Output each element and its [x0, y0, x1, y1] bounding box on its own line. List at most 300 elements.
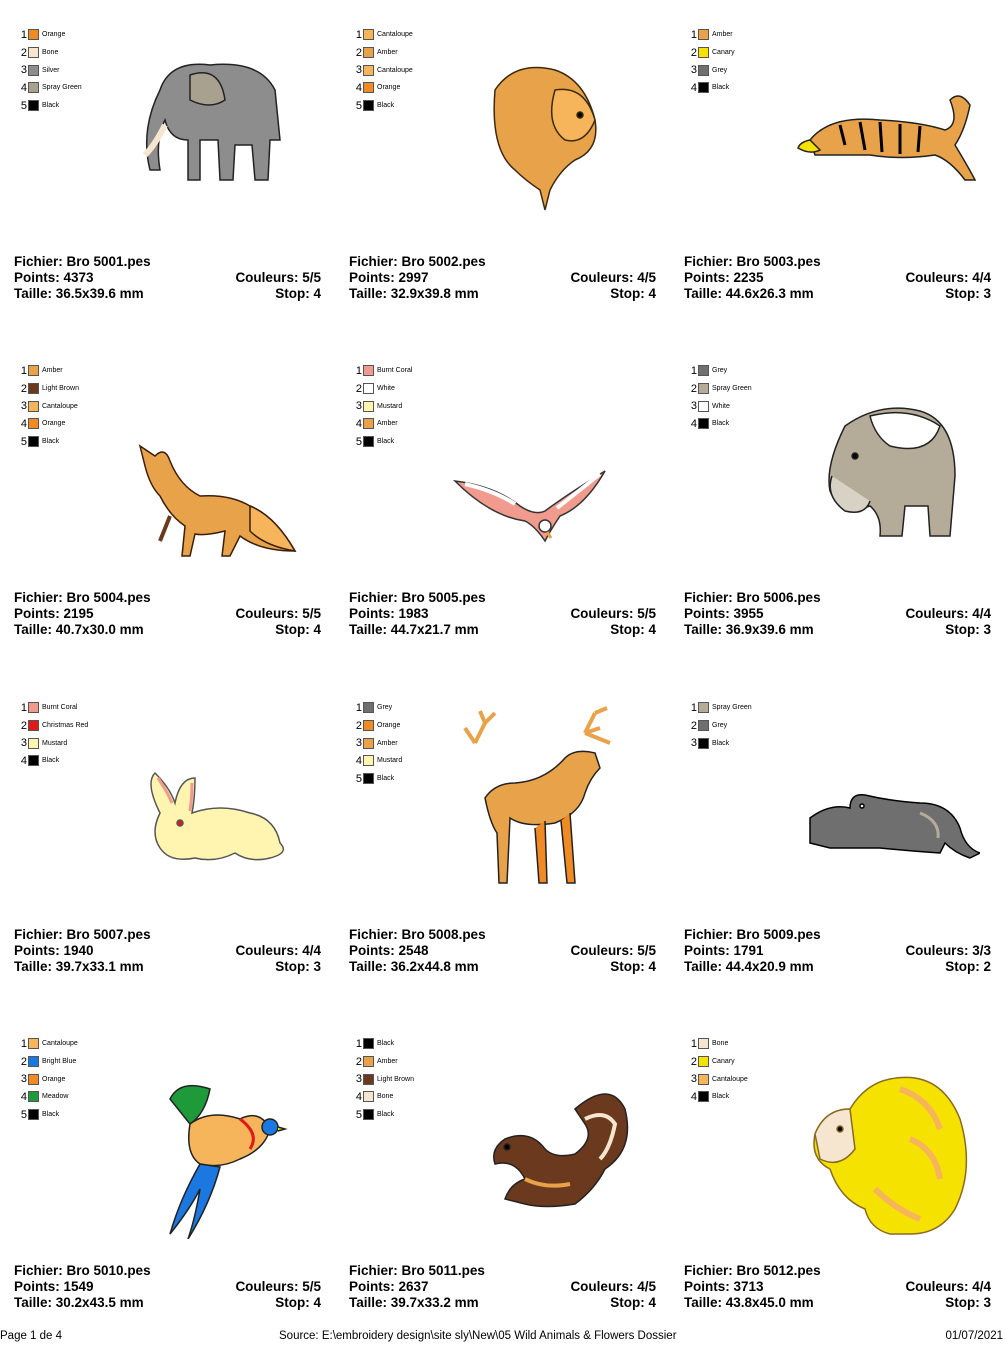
color-name: Cantaloupe: [712, 1075, 748, 1083]
color-palette: [353, 699, 402, 787]
stop-count: Stop: 4: [610, 1295, 656, 1310]
palette-entry: [18, 752, 88, 770]
color-swatch: [28, 1091, 39, 1102]
file-row: [684, 590, 991, 606]
palette-entry: [18, 717, 88, 735]
palette-number: 5: [355, 1108, 362, 1121]
color-swatch: [698, 47, 709, 58]
color-name: Black: [712, 739, 730, 747]
palette-number: 4: [690, 81, 697, 94]
color-name: Canary: [712, 49, 735, 57]
color-palette: [18, 362, 79, 450]
palette-entry: [688, 699, 752, 717]
palette-number: 1: [690, 701, 697, 714]
design-card: [335, 673, 670, 1009]
palette-entry: [18, 415, 79, 433]
color-name: Black: [712, 420, 730, 428]
color-name: Amber: [42, 367, 63, 375]
design-size: Taille: 44.4x20.9 mm: [684, 959, 814, 974]
palette-entry: [688, 79, 735, 97]
palette-number: 5: [20, 1108, 27, 1121]
color-swatch: [28, 436, 39, 447]
palette-entry: [353, 770, 402, 788]
color-swatch: [698, 401, 709, 412]
page-footer: [0, 1330, 1005, 1345]
colors-count: Couleurs: 5/5: [235, 606, 321, 621]
color-name: Black: [42, 1111, 60, 1119]
color-swatch: [28, 1038, 39, 1049]
color-swatch: [28, 418, 39, 429]
points-count: Points: 1983: [349, 606, 429, 621]
color-swatch: [363, 1109, 374, 1120]
color-name: Mustard: [42, 739, 68, 747]
palette-number: 3: [690, 400, 697, 413]
palette-entry: [353, 752, 402, 770]
palette-number: 4: [690, 417, 697, 430]
color-name: Orange: [42, 1075, 66, 1083]
palette-entry: [18, 1053, 78, 1071]
palette-number: 2: [355, 382, 362, 395]
palette-number: 4: [355, 81, 362, 94]
design-info: [14, 1263, 321, 1311]
color-name: Amber: [377, 739, 398, 747]
size-row: [349, 1295, 656, 1311]
color-name: Spray Green: [712, 704, 752, 712]
color-name: Black: [42, 438, 60, 446]
color-name: Meadow: [42, 1093, 69, 1101]
file-name: Fichier: Bro 5003.pes: [684, 254, 821, 269]
design-card: [0, 673, 335, 1009]
file-row: [684, 927, 991, 943]
color-swatch: [698, 1056, 709, 1067]
color-swatch: [363, 65, 374, 76]
palette-number: 1: [355, 28, 362, 41]
palette-entry: [353, 44, 413, 62]
color-name: Orange: [377, 84, 401, 92]
file-row: [349, 590, 656, 606]
color-name: Orange: [42, 31, 66, 39]
palette-entry: [18, 97, 82, 115]
palette-entry: [353, 1088, 414, 1106]
color-swatch: [698, 738, 709, 749]
palette-number: 1: [690, 364, 697, 377]
design-size: Taille: 36.9x39.6 mm: [684, 622, 814, 637]
palette-number: 3: [690, 1073, 697, 1086]
design-info: [14, 927, 321, 975]
color-swatch: [363, 383, 374, 394]
size-row: [349, 959, 656, 975]
palette-number: 2: [690, 719, 697, 732]
size-row: [684, 959, 991, 975]
design-info: [684, 590, 991, 638]
palette-number: 4: [690, 1090, 697, 1103]
page-number: Page 1 de 4: [0, 1330, 63, 1342]
color-swatch: [363, 773, 374, 784]
color-swatch: [363, 738, 374, 749]
points-count: Points: 2548: [349, 943, 429, 958]
points-count: Points: 4373: [14, 270, 94, 285]
points-row: [684, 943, 991, 959]
color-palette: [18, 26, 82, 114]
palette-number: 4: [20, 1090, 27, 1103]
color-swatch: [363, 29, 374, 40]
color-swatch: [363, 1091, 374, 1102]
palette-number: 3: [20, 1073, 27, 1086]
color-swatch: [698, 720, 709, 731]
palette-entry: [353, 397, 412, 415]
palette-number: 1: [20, 1037, 27, 1050]
color-name: Black: [377, 775, 395, 783]
color-name: Cantaloupe: [42, 1040, 78, 1048]
palette-entry: [688, 380, 752, 398]
design-card: [335, 0, 670, 336]
file-name: Fichier: Bro 5007.pes: [14, 927, 151, 942]
colors-count: Couleurs: 4/4: [235, 943, 321, 958]
palette-entry: [18, 61, 82, 79]
stop-count: Stop: 2: [945, 959, 991, 974]
source-path: Source: E:\embroidery design\site sly\New\05 Wild Animals & Flowers Dossier: [279, 1330, 677, 1342]
color-name: Black: [712, 1093, 730, 1101]
file-row: [14, 927, 321, 943]
palette-entry: [18, 362, 79, 380]
stop-count: Stop: 3: [275, 959, 321, 974]
palette-number: 2: [690, 1055, 697, 1068]
size-row: [684, 286, 991, 302]
colors-count: Couleurs: 4/4: [905, 270, 991, 285]
design-card: [670, 0, 1005, 336]
file-row: [14, 254, 321, 270]
palette-number: 1: [20, 364, 27, 377]
palette-number: 3: [690, 64, 697, 77]
color-swatch: [28, 720, 39, 731]
design-card: [0, 336, 335, 672]
palette-entry: [18, 79, 82, 97]
stop-count: Stop: 4: [610, 959, 656, 974]
points-row: [684, 1279, 991, 1295]
color-name: Cantaloupe: [377, 31, 413, 39]
color-swatch: [698, 29, 709, 40]
size-row: [14, 286, 321, 302]
points-row: [349, 606, 656, 622]
palette-entry: [688, 397, 752, 415]
color-name: Grey: [712, 66, 728, 74]
color-swatch: [698, 418, 709, 429]
palette-entry: [18, 1070, 78, 1088]
color-name: Cantaloupe: [42, 402, 78, 410]
color-swatch: [28, 1109, 39, 1120]
design-size: Taille: 36.5x39.6 mm: [14, 286, 144, 301]
palette-entry: [688, 1088, 748, 1106]
color-swatch: [363, 100, 374, 111]
points-count: Points: 3955: [684, 606, 764, 621]
palette-entry: [688, 415, 752, 433]
color-name: Black: [42, 102, 60, 110]
palette-number: 5: [355, 435, 362, 448]
size-row: [684, 622, 991, 638]
palette-entry: [18, 1106, 78, 1124]
palette-entry: [18, 397, 79, 415]
color-swatch: [363, 755, 374, 766]
stop-count: Stop: 3: [945, 622, 991, 637]
color-swatch: [363, 720, 374, 731]
hippo-icon: [770, 366, 980, 566]
palette-number: 1: [690, 28, 697, 41]
file-name: Fichier: Bro 5004.pes: [14, 590, 151, 605]
palette-entry: [18, 734, 88, 752]
palette-entry: [353, 433, 412, 451]
color-name: Mustard: [377, 757, 403, 765]
color-swatch: [363, 365, 374, 376]
points-row: [684, 606, 991, 622]
colors-count: Couleurs: 3/3: [905, 943, 991, 958]
palette-number: 3: [690, 737, 697, 750]
points-count: Points: 2997: [349, 270, 429, 285]
color-swatch: [28, 1074, 39, 1085]
color-swatch: [363, 1056, 374, 1067]
color-swatch: [698, 365, 709, 376]
palette-number: 1: [20, 28, 27, 41]
file-name: Fichier: Bro 5005.pes: [349, 590, 486, 605]
design-card: [0, 1009, 335, 1345]
points-count: Points: 1791: [684, 943, 764, 958]
color-name: Bone: [42, 49, 59, 57]
palette-number: 2: [690, 382, 697, 395]
color-name: Burnt Coral: [377, 367, 413, 375]
file-row: [349, 254, 656, 270]
palette-number: 4: [20, 754, 27, 767]
file-name: Fichier: Bro 5006.pes: [684, 590, 821, 605]
color-name: Light Brown: [377, 1075, 414, 1083]
points-count: Points: 2195: [14, 606, 94, 621]
color-name: Bright Blue: [42, 1058, 77, 1066]
palette-number: 2: [20, 1055, 27, 1068]
color-swatch: [698, 1091, 709, 1102]
palette-entry: [353, 61, 413, 79]
palette-number: 1: [355, 364, 362, 377]
color-name: Spray Green: [712, 385, 752, 393]
palette-entry: [353, 717, 402, 735]
color-swatch: [28, 47, 39, 58]
colors-count: Couleurs: 5/5: [235, 270, 321, 285]
colors-count: Couleurs: 4/4: [905, 1279, 991, 1294]
design-info: [684, 254, 991, 302]
palette-number: 2: [355, 1055, 362, 1068]
color-swatch: [363, 702, 374, 713]
file-name: Fichier: Bro 5009.pes: [684, 927, 821, 942]
palette-number: 2: [355, 46, 362, 59]
palette-number: 2: [690, 46, 697, 59]
palette-entry: [18, 699, 88, 717]
palette-number: 3: [20, 737, 27, 750]
design-info: [684, 927, 991, 975]
lion-icon: [770, 1039, 980, 1239]
file-row: [14, 590, 321, 606]
palette-number: 1: [355, 1037, 362, 1050]
palette-entry: [688, 26, 735, 44]
print-date: 01/07/2021: [945, 1330, 1003, 1342]
size-row: [684, 1295, 991, 1311]
design-size: Taille: 43.8x45.0 mm: [684, 1295, 814, 1310]
palette-entry: [18, 26, 82, 44]
palette-entry: [688, 44, 735, 62]
color-palette: [18, 1035, 78, 1123]
color-swatch: [698, 702, 709, 713]
color-name: Grey: [377, 704, 393, 712]
palette-number: 1: [355, 701, 362, 714]
points-count: Points: 1940: [14, 943, 94, 958]
design-info: [349, 254, 656, 302]
color-name: Black: [712, 84, 730, 92]
points-row: [684, 270, 991, 286]
color-palette: [18, 699, 88, 770]
color-name: Black: [377, 438, 395, 446]
points-row: [349, 1279, 656, 1295]
palette-number: 5: [20, 99, 27, 112]
palette-number: 5: [355, 99, 362, 112]
design-size: Taille: 39.7x33.2 mm: [349, 1295, 479, 1310]
colors-count: Couleurs: 4/5: [570, 270, 656, 285]
palette-entry: [18, 44, 82, 62]
file-row: [14, 1263, 321, 1279]
palette-entry: [353, 1106, 414, 1124]
size-row: [14, 622, 321, 638]
stop-count: Stop: 4: [275, 622, 321, 637]
color-swatch: [28, 100, 39, 111]
color-name: Amber: [377, 420, 398, 428]
color-swatch: [363, 82, 374, 93]
palette-entry: [688, 362, 752, 380]
palette-entry: [353, 734, 402, 752]
color-swatch: [28, 755, 39, 766]
palette-entry: [353, 1070, 414, 1088]
color-name: Black: [377, 1040, 395, 1048]
design-size: Taille: 30.2x43.5 mm: [14, 1295, 144, 1310]
palette-entry: [688, 734, 752, 752]
color-name: Burnt Coral: [42, 704, 78, 712]
file-row: [349, 1263, 656, 1279]
palette-number: 1: [690, 1037, 697, 1050]
color-name: Black: [377, 1111, 395, 1119]
file-name: Fichier: Bro 5002.pes: [349, 254, 486, 269]
color-palette: [353, 1035, 414, 1123]
color-swatch: [698, 82, 709, 93]
color-swatch: [698, 1074, 709, 1085]
file-row: [684, 254, 991, 270]
palette-entry: [353, 97, 413, 115]
color-swatch: [28, 82, 39, 93]
palette-entry: [688, 1035, 748, 1053]
points-count: Points: 3713: [684, 1279, 764, 1294]
points-row: [14, 270, 321, 286]
colors-count: Couleurs: 4/4: [905, 606, 991, 621]
color-palette: [688, 1035, 748, 1106]
rabbit-icon: [100, 703, 310, 903]
palette-number: 3: [20, 64, 27, 77]
design-card: [335, 336, 670, 672]
elephant-icon: [100, 30, 310, 230]
color-palette: [688, 699, 752, 752]
color-name: Bone: [377, 1093, 394, 1101]
palette-entry: [353, 362, 412, 380]
palette-entry: [688, 1070, 748, 1088]
stop-count: Stop: 4: [275, 286, 321, 301]
points-count: Points: 2235: [684, 270, 764, 285]
design-info: [349, 927, 656, 975]
panther-icon: [770, 703, 980, 903]
design-info: [684, 1263, 991, 1311]
points-count: Points: 1549: [14, 1279, 94, 1294]
file-name: Fichier: Bro 5011.pes: [349, 1263, 485, 1278]
palette-number: 3: [20, 400, 27, 413]
file-name: Fichier: Bro 5001.pes: [14, 254, 151, 269]
file-row: [349, 927, 656, 943]
palette-entry: [18, 433, 79, 451]
stop-count: Stop: 4: [610, 286, 656, 301]
color-name: White: [712, 402, 730, 410]
stop-count: Stop: 4: [610, 622, 656, 637]
points-row: [349, 270, 656, 286]
palette-number: 3: [355, 64, 362, 77]
palette-number: 4: [355, 754, 362, 767]
color-palette: [353, 26, 413, 114]
design-size: Taille: 39.7x33.1 mm: [14, 959, 144, 974]
color-name: Amber: [377, 1058, 398, 1066]
palette-entry: [353, 380, 412, 398]
design-card: [335, 1009, 670, 1345]
palette-entry: [353, 415, 412, 433]
color-swatch: [363, 418, 374, 429]
color-swatch: [28, 383, 39, 394]
color-name: Grey: [712, 367, 728, 375]
color-palette: [688, 362, 752, 433]
palette-number: 4: [20, 81, 27, 94]
points-count: Points: 2637: [349, 1279, 429, 1294]
design-card: [670, 336, 1005, 672]
color-swatch: [28, 65, 39, 76]
color-swatch: [363, 401, 374, 412]
color-name: Orange: [377, 722, 401, 730]
palette-entry: [353, 79, 413, 97]
color-name: Christmas Red: [42, 722, 89, 730]
color-swatch: [28, 702, 39, 713]
color-name: Amber: [712, 31, 733, 39]
palette-number: 2: [355, 719, 362, 732]
bison-icon: [435, 30, 645, 230]
palette-entry: [353, 26, 413, 44]
palette-number: 2: [20, 719, 27, 732]
color-swatch: [363, 436, 374, 447]
color-name: Spray Green: [42, 84, 82, 92]
palette-number: 4: [20, 417, 27, 430]
color-name: Bone: [712, 1040, 729, 1048]
size-row: [349, 286, 656, 302]
color-swatch: [698, 383, 709, 394]
palette-entry: [18, 1035, 78, 1053]
colors-count: Couleurs: 4/5: [570, 1279, 656, 1294]
deer-icon: [435, 703, 645, 903]
size-row: [349, 622, 656, 638]
palette-entry: [688, 1053, 748, 1071]
colors-count: Couleurs: 5/5: [570, 943, 656, 958]
color-palette: [688, 26, 735, 97]
stop-count: Stop: 3: [945, 1295, 991, 1310]
palette-entry: [18, 1088, 78, 1106]
design-info: [349, 1263, 656, 1311]
palette-number: 3: [355, 400, 362, 413]
fox-icon: [100, 366, 310, 566]
colors-count: Couleurs: 5/5: [235, 1279, 321, 1294]
design-info: [14, 254, 321, 302]
